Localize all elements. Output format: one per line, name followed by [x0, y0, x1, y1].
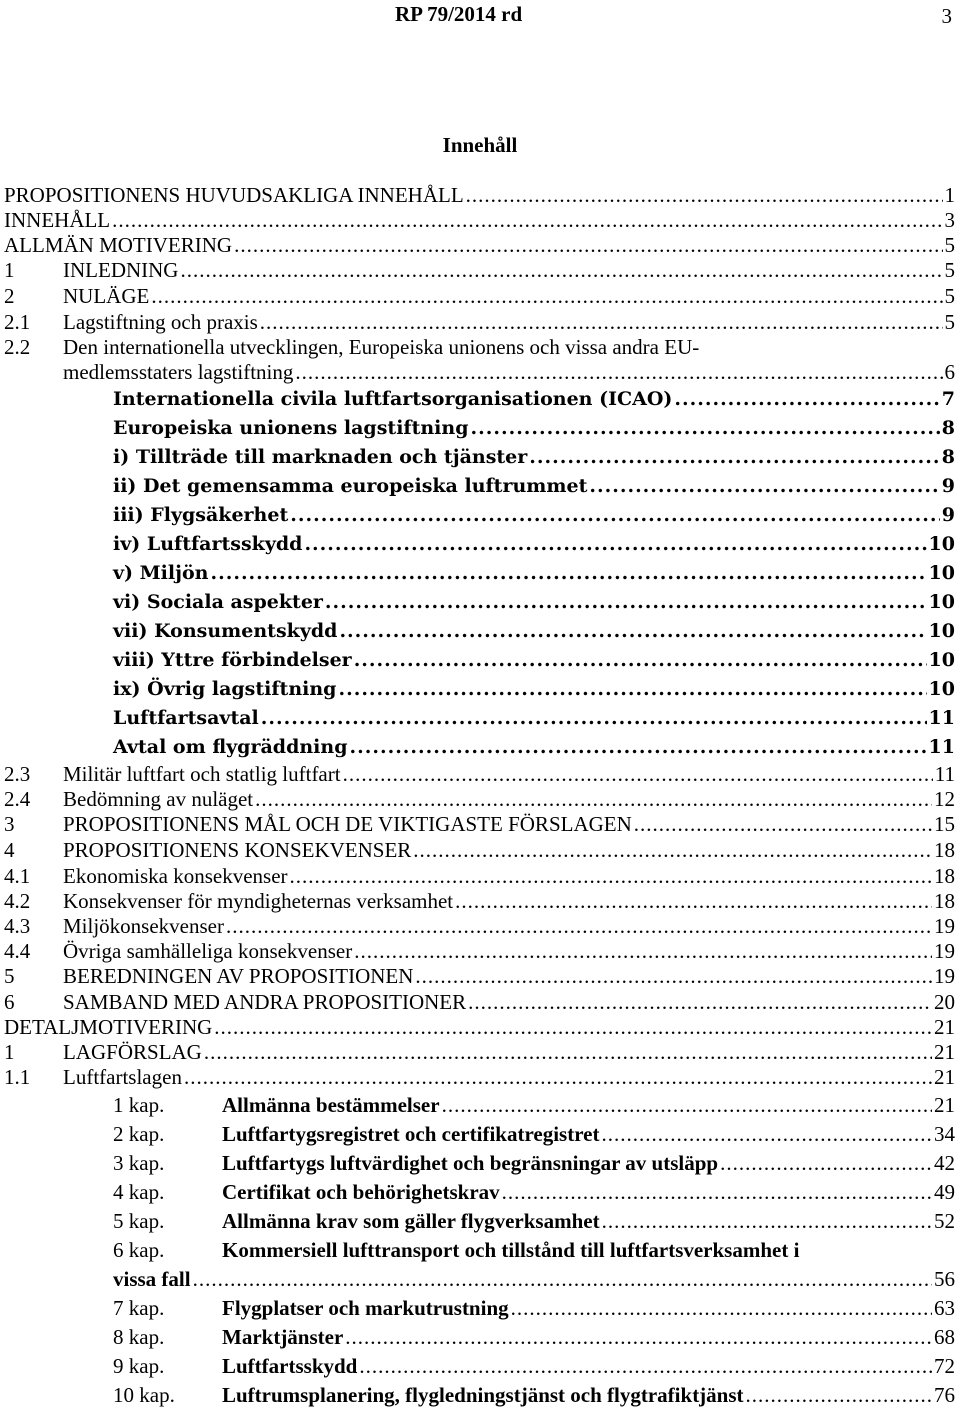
toc-entry[interactable]	[0, 914, 955, 939]
toc-entry[interactable]	[0, 735, 955, 760]
toc-entry-title: vi) Sociala aspekter	[113, 591, 323, 613]
toc-page-number: 19	[934, 939, 955, 963]
toc-entry[interactable]	[0, 1015, 955, 1040]
toc-entry[interactable]	[0, 1180, 955, 1205]
toc-entry[interactable]	[0, 474, 955, 499]
toc-entry-title: Miljökonsekvenser	[63, 914, 224, 938]
toc-page-number: 5	[944, 310, 955, 334]
toc-page-number: 21	[934, 1065, 955, 1089]
toc-leader-dots	[184, 1065, 932, 1090]
toc-entry-title: Flygplatser och markutrustning	[222, 1296, 509, 1320]
toc-page-number: 42	[934, 1151, 955, 1175]
toc-leader-dots	[602, 1209, 932, 1234]
toc-entry[interactable]	[0, 1267, 955, 1292]
toc-page-number: 63	[934, 1296, 955, 1320]
toc-entry-title: BEREDNINGEN AV PROPOSITIONEN	[63, 964, 414, 988]
toc-entry-number: 1	[4, 258, 15, 282]
toc-entry[interactable]	[0, 1065, 955, 1090]
toc-leader-dots	[589, 474, 939, 499]
toc-entry[interactable]	[0, 1040, 955, 1065]
toc-entry[interactable]	[0, 233, 955, 258]
toc-entry-number: 2.1	[4, 310, 31, 334]
toc-entry-title: Den internationella utvecklingen, Europeiska unionens och vissa andra EU-	[63, 335, 700, 359]
toc-leader-dots	[290, 864, 932, 889]
toc-leader-dots	[343, 762, 933, 787]
toc-entry[interactable]	[0, 1151, 955, 1176]
toc-entry-number: 2.2	[4, 335, 31, 359]
toc-leader-dots	[746, 1383, 932, 1408]
toc-leader-dots	[415, 964, 932, 989]
toc-leader-dots	[601, 1122, 932, 1147]
toc-entry-number: 4.2	[4, 889, 31, 913]
toc-entry[interactable]	[0, 1354, 955, 1379]
toc-leader-dots	[226, 914, 932, 939]
toc-entry[interactable]	[0, 1093, 955, 1118]
toc-entry-title: Bedömning av nuläget	[63, 787, 254, 811]
toc-title: Innehåll	[442, 133, 518, 157]
toc-entry[interactable]	[0, 258, 955, 283]
page-header: RP 79/2014 rd	[395, 2, 523, 26]
toc-page-number: 11	[928, 736, 955, 758]
toc-leader-dots	[471, 416, 940, 441]
toc-entry-number: 4.1	[4, 864, 31, 888]
toc-entry-number: 2.4	[4, 787, 31, 811]
toc-entry[interactable]	[0, 445, 955, 470]
toc-leader-dots	[260, 310, 943, 335]
toc-leader-dots	[354, 648, 927, 673]
toc-entry-number: 4.4	[4, 939, 31, 963]
toc-page-number: 9	[941, 504, 955, 526]
toc-page-number: 11	[928, 707, 955, 729]
toc-chapter-number: 8 kap.	[113, 1325, 165, 1349]
toc-leader-dots	[338, 677, 926, 702]
toc-entry[interactable]	[0, 787, 955, 812]
toc-page-number: 18	[934, 864, 955, 888]
toc-entry[interactable]	[0, 561, 955, 586]
toc-chapter-number: 2 kap.	[113, 1122, 165, 1146]
toc-leader-dots	[112, 208, 942, 233]
toc-page-number: 19	[934, 964, 955, 988]
toc-chapter-number: 3 kap.	[113, 1151, 165, 1175]
toc-page-number: 10	[928, 562, 955, 584]
toc-entry-number: 5	[4, 964, 15, 988]
toc-chapter-number: 10 kap.	[113, 1383, 175, 1407]
toc-entry-title: ALLMÄN MOTIVERING	[4, 233, 233, 257]
toc-page-number: 56	[934, 1267, 955, 1291]
toc-entry-number: 3	[4, 812, 15, 836]
toc-page-number: 52	[934, 1209, 955, 1233]
toc-entry-title: medlemsstaters lagstiftning	[63, 360, 294, 384]
toc-entry-number: 2	[4, 284, 15, 308]
toc-entry[interactable]	[0, 1122, 955, 1147]
toc-entry[interactable]	[0, 812, 955, 837]
toc-entry-number: 6	[4, 990, 15, 1014]
toc-leader-dots	[634, 812, 932, 837]
toc-entry[interactable]	[0, 284, 955, 309]
toc-entry-title: INLEDNING	[63, 258, 179, 282]
toc-entry-title: viii) Yttre förbindelser	[113, 649, 352, 671]
toc-leader-dots	[529, 445, 939, 470]
toc-entry-title: Luftrumsplanering, flygledningstjänst och flygtrafiktjänst	[222, 1383, 744, 1407]
toc-leader-dots	[442, 1093, 932, 1118]
toc-entry-title: ix) Övrig lagstiftning	[113, 678, 337, 700]
toc-chapter-number: 5 kap.	[113, 1209, 165, 1233]
toc-entry-title: Lagstiftning och praxis	[63, 310, 258, 334]
toc-leader-dots	[359, 1354, 932, 1379]
toc-entry[interactable]	[0, 864, 955, 889]
toc-entry[interactable]	[0, 964, 955, 989]
toc-leader-dots	[350, 735, 927, 760]
page-number: 3	[941, 4, 952, 28]
toc-page-number: 8	[941, 417, 955, 439]
toc-leader-dots	[290, 503, 940, 528]
toc-page-number: 12	[934, 787, 955, 811]
toc-leader-dots	[354, 939, 932, 964]
toc-leader-dots	[204, 1040, 932, 1065]
toc-entry[interactable]	[0, 1383, 955, 1408]
toc-entry[interactable]	[0, 416, 955, 441]
toc-entry[interactable]	[0, 838, 955, 863]
toc-entry-title: LAGFÖRSLAG	[63, 1040, 202, 1064]
toc-page-number: 21	[934, 1015, 955, 1039]
toc-page-number: 10	[928, 620, 955, 642]
toc-entry-title: Militär luftfart och statlig luftfart	[63, 762, 341, 786]
toc-page-number: 5	[944, 233, 955, 257]
toc-leader-dots	[261, 706, 927, 731]
toc-page-number: 72	[934, 1354, 955, 1378]
toc-entry-title: PROPOSITIONENS MÅL OCH DE VIKTIGASTE FÖRSLAGEN	[63, 812, 632, 836]
toc-entry-title: Övriga samhälleliga konsekvenser	[63, 939, 353, 963]
toc-page-number: 18	[934, 838, 955, 862]
toc-entry[interactable]	[0, 677, 955, 702]
toc-entry-title: Allmänna krav som gäller flygverksamhet	[222, 1209, 600, 1233]
toc-chapter-number: 7 kap.	[113, 1296, 165, 1320]
toc-entry-number: 4.3	[4, 914, 31, 938]
toc-entry[interactable]	[0, 889, 955, 914]
toc-chapter-number: 4 kap.	[113, 1180, 165, 1204]
toc-entry-title: SAMBAND MED ANDRA PROPOSITIONER	[63, 990, 467, 1014]
toc-leader-dots	[468, 990, 932, 1015]
toc-page-number: 8	[941, 446, 955, 468]
toc-entry[interactable]	[0, 1238, 955, 1263]
toc-leader-dots	[345, 1325, 932, 1350]
toc-page-number: 15	[934, 812, 955, 836]
toc-page-number: 34	[934, 1122, 955, 1146]
toc-entry-title: vissa fall	[113, 1267, 191, 1291]
toc-chapter-number: 1 kap.	[113, 1093, 165, 1117]
toc-chapter-number: 9 kap.	[113, 1354, 165, 1378]
toc-page-number: 9	[941, 475, 955, 497]
toc-entry-title: v) Miljön	[113, 562, 209, 584]
toc-entry[interactable]	[0, 939, 955, 964]
toc-page-number: 18	[934, 889, 955, 913]
toc-entry[interactable]	[0, 706, 955, 731]
toc-entry-title: PROPOSITIONENS HUVUDSAKLIGA INNEHÅLL	[4, 183, 464, 207]
toc-leader-dots	[234, 233, 942, 258]
toc-entry-title: Luftfartslagen	[63, 1065, 182, 1089]
toc-entry[interactable]	[0, 590, 955, 615]
toc-entry-title: i) Tillträde till marknaden och tjänster	[113, 446, 528, 468]
toc-entry[interactable]	[0, 310, 955, 335]
toc-page-number: 6	[944, 360, 955, 384]
toc-entry[interactable]	[0, 360, 955, 385]
toc-leader-dots	[455, 889, 932, 914]
toc-leader-dots	[720, 1151, 932, 1176]
toc-leader-dots	[502, 1180, 932, 1205]
toc-entry[interactable]	[0, 1209, 955, 1234]
toc-leader-dots	[193, 1267, 932, 1292]
toc-entry[interactable]	[0, 208, 955, 233]
toc-page-number: 21	[934, 1093, 955, 1117]
toc-leader-dots	[214, 1015, 932, 1040]
toc-entry[interactable]	[0, 503, 955, 528]
toc-page-number: 7	[941, 388, 955, 410]
toc-entry[interactable]	[0, 762, 955, 787]
toc-entry-title: Konsekvenser för myndigheternas verksamhet	[63, 889, 454, 913]
toc-entry[interactable]	[0, 1325, 955, 1350]
toc-leader-dots	[325, 590, 927, 615]
toc-entry[interactable]	[0, 335, 955, 360]
toc-entry-title: iii) Flygsäkerhet	[113, 504, 289, 526]
toc-page-number: 1	[944, 183, 955, 207]
toc-leader-dots	[295, 360, 942, 385]
toc-page-number: 10	[928, 649, 955, 671]
toc-leader-dots	[255, 787, 932, 812]
toc-entry-title: Allmänna bestämmelser	[222, 1093, 440, 1117]
toc-page-number: 5	[944, 284, 955, 308]
toc-entry-number: 4	[4, 838, 15, 862]
toc-entry-title: Europeiska unionens lagstiftning	[113, 417, 469, 439]
toc-leader-dots	[339, 619, 926, 644]
toc-entry-title: ii) Det gemensamma europeiska luftrummet	[113, 475, 588, 497]
toc-chapter-number: 6 kap.	[113, 1238, 165, 1262]
toc-entry-title: iv) Luftfartsskydd	[113, 533, 303, 555]
toc-entry-title: Certifikat och behörighetskrav	[222, 1180, 500, 1204]
toc-page-number: 5	[944, 258, 955, 282]
toc-entry-title: vii) Konsumentskydd	[113, 620, 338, 642]
toc-entry-title: Internationella civila luftfartsorganisationen (ICAO)	[113, 388, 673, 410]
toc-entry[interactable]	[0, 183, 955, 208]
toc-entry-title: PROPOSITIONENS KONSEKVENSER	[63, 838, 412, 862]
toc-entry-number: 2.3	[4, 762, 31, 786]
toc-entry-title: DETALJMOTIVERING	[4, 1015, 213, 1039]
toc-leader-dots	[304, 532, 926, 557]
toc-entry[interactable]	[0, 387, 955, 412]
toc-leader-dots	[466, 183, 943, 208]
toc-page-number: 10	[928, 591, 955, 613]
toc-entry[interactable]	[0, 532, 955, 557]
toc-leader-dots	[674, 387, 939, 412]
toc-entry-title: Luftfartsavtal	[113, 707, 259, 729]
toc-entry-title: Luftfartsskydd	[222, 1354, 358, 1378]
toc-entry-number: 1.1	[4, 1065, 31, 1089]
toc-leader-dots	[511, 1296, 932, 1321]
toc-leader-dots	[413, 838, 932, 863]
toc-entry-title: Luftfartygs luftvärdighet och begränsningar av utsläpp	[222, 1151, 719, 1175]
toc-leader-dots	[151, 284, 942, 309]
toc-entry-title: Luftfartygsregistret och certifikatregistret	[222, 1122, 600, 1146]
toc-page-number: 10	[928, 533, 955, 555]
toc-page-number: 11	[934, 762, 955, 786]
toc-page-number: 19	[934, 914, 955, 938]
toc-leader-dots	[210, 561, 926, 586]
toc-page-number: 21	[934, 1040, 955, 1064]
toc-page-number: 49	[934, 1180, 955, 1204]
toc-leader-dots	[180, 258, 942, 283]
toc-page-number: 20	[934, 990, 955, 1014]
toc-entry-number: 1	[4, 1040, 15, 1064]
toc-entry[interactable]	[0, 1296, 955, 1321]
toc-entry-title: Kommersiell lufttransport och tillstånd till luftfartsverksamhet i	[222, 1238, 800, 1262]
toc-entry-title: Avtal om flygräddning	[113, 736, 348, 758]
toc-entry[interactable]	[0, 648, 955, 673]
toc-entry[interactable]	[0, 619, 955, 644]
toc-entry-title: Ekonomiska konsekvenser	[63, 864, 288, 888]
toc-entry[interactable]	[0, 990, 955, 1015]
toc-page-number: 3	[944, 208, 955, 232]
toc-page-number: 10	[928, 678, 955, 700]
toc-page-number: 76	[934, 1383, 955, 1407]
toc-page-number: 68	[934, 1325, 955, 1349]
toc-entry-title: NULÄGE	[63, 284, 150, 308]
toc-entry-title: INNEHÅLL	[4, 208, 111, 232]
toc-entry-title: Marktjänster	[222, 1325, 344, 1349]
